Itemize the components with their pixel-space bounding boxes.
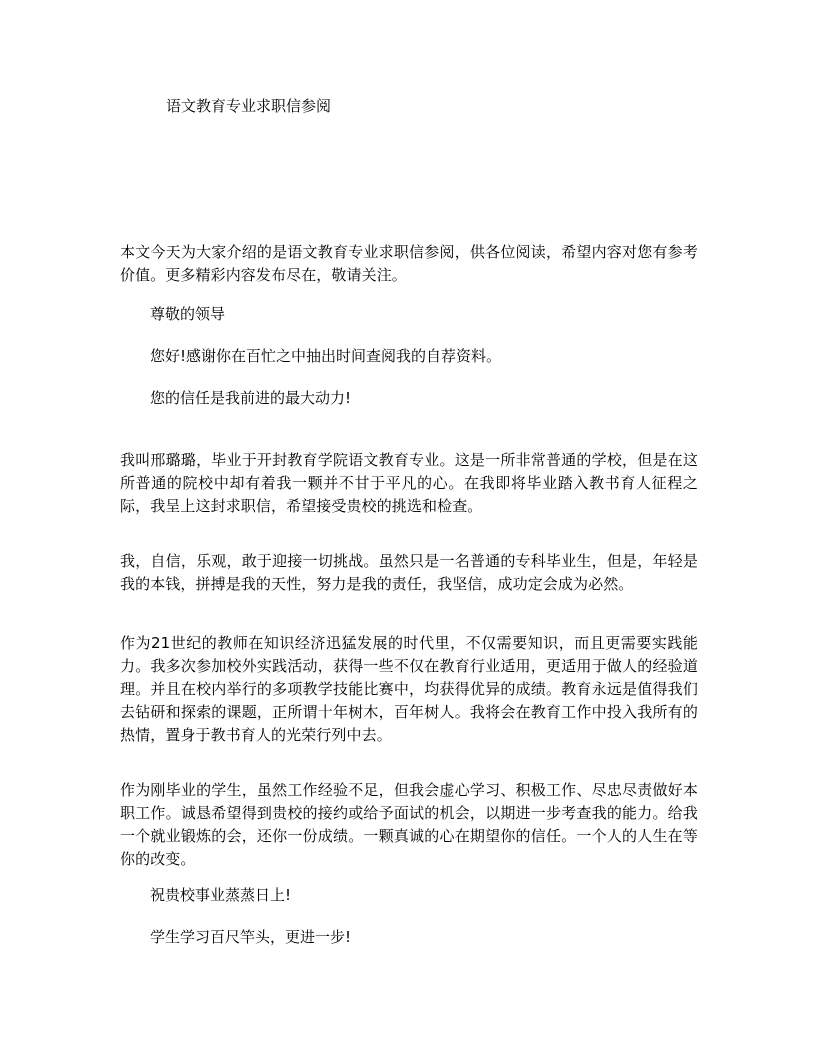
closing-wish-2: 学生学习百尺竿头，更进一步! xyxy=(150,928,352,946)
greeting-line: 您好!感谢你在百忙之中抽出时间查阅我的自荐资料。 xyxy=(150,347,502,365)
body-paragraph-4: 作为刚毕业的学生，虽然工作经验不足，但我会虚心学习、积极工作、尽忠尽责做好本职工作。诚恳希望得到贵校的接约或给予面试的机会，以期进一步考查我的能力。给我一个就业锻炼的会，还你一份成绩。一颗真诚的心在期望你的信任。一个人的人生在等你的改变。 xyxy=(120,781,698,868)
closing-wish-1: 祝贵校事业蒸蒸日上! xyxy=(150,886,292,904)
body-paragraph-3: 作为21世纪的教师在知识经济迅猛发展的时代里，不仅需要知识，而且更需要实践能力。我多次参加校外实践活动，获得一些不仅在教育行业适用，更适用于做人的经验道理。并且在校内举行的多项教学技能比赛中，均获得优异的成绩。教育永远是值得我们去钻研和探索的课题，正所谓十年树木，百年树人。我将会在教育工作中投入我所有的热情，置身于教书育人的光荣行列中去。 xyxy=(120,634,698,744)
trust-line: 您的信任是我前进的最大动力! xyxy=(150,389,352,407)
body-paragraph-2: 我，自信，乐观，敢于迎接一切挑战。虽然只是一名普通的专科毕业生，但是，年轻是我的本钱，拼搏是我的天性，努力是我的责任，我坚信，成功定会成为必然。 xyxy=(120,552,698,593)
document-title: 语文教育专业求职信参阅 xyxy=(166,97,332,115)
body-paragraph-1: 我叫邢璐璐，毕业于开封教育学院语文教育专业。这是一所非常普通的学校，但是在这所普通的院校中却有着我一颗并不甘于平凡的心。在我即将毕业踏入教书育人征程之际，我呈上这封求职信，希望接受贵校的挑选和检查。 xyxy=(120,451,698,515)
salutation: 尊敬的领导 xyxy=(150,305,226,323)
intro-paragraph: 本文今天为大家介绍的是语文教育专业求职信参阅，供各位阅读，希望内容对您有参考价值。更多精彩内容发布尽在，敬请关注。 xyxy=(120,243,698,284)
